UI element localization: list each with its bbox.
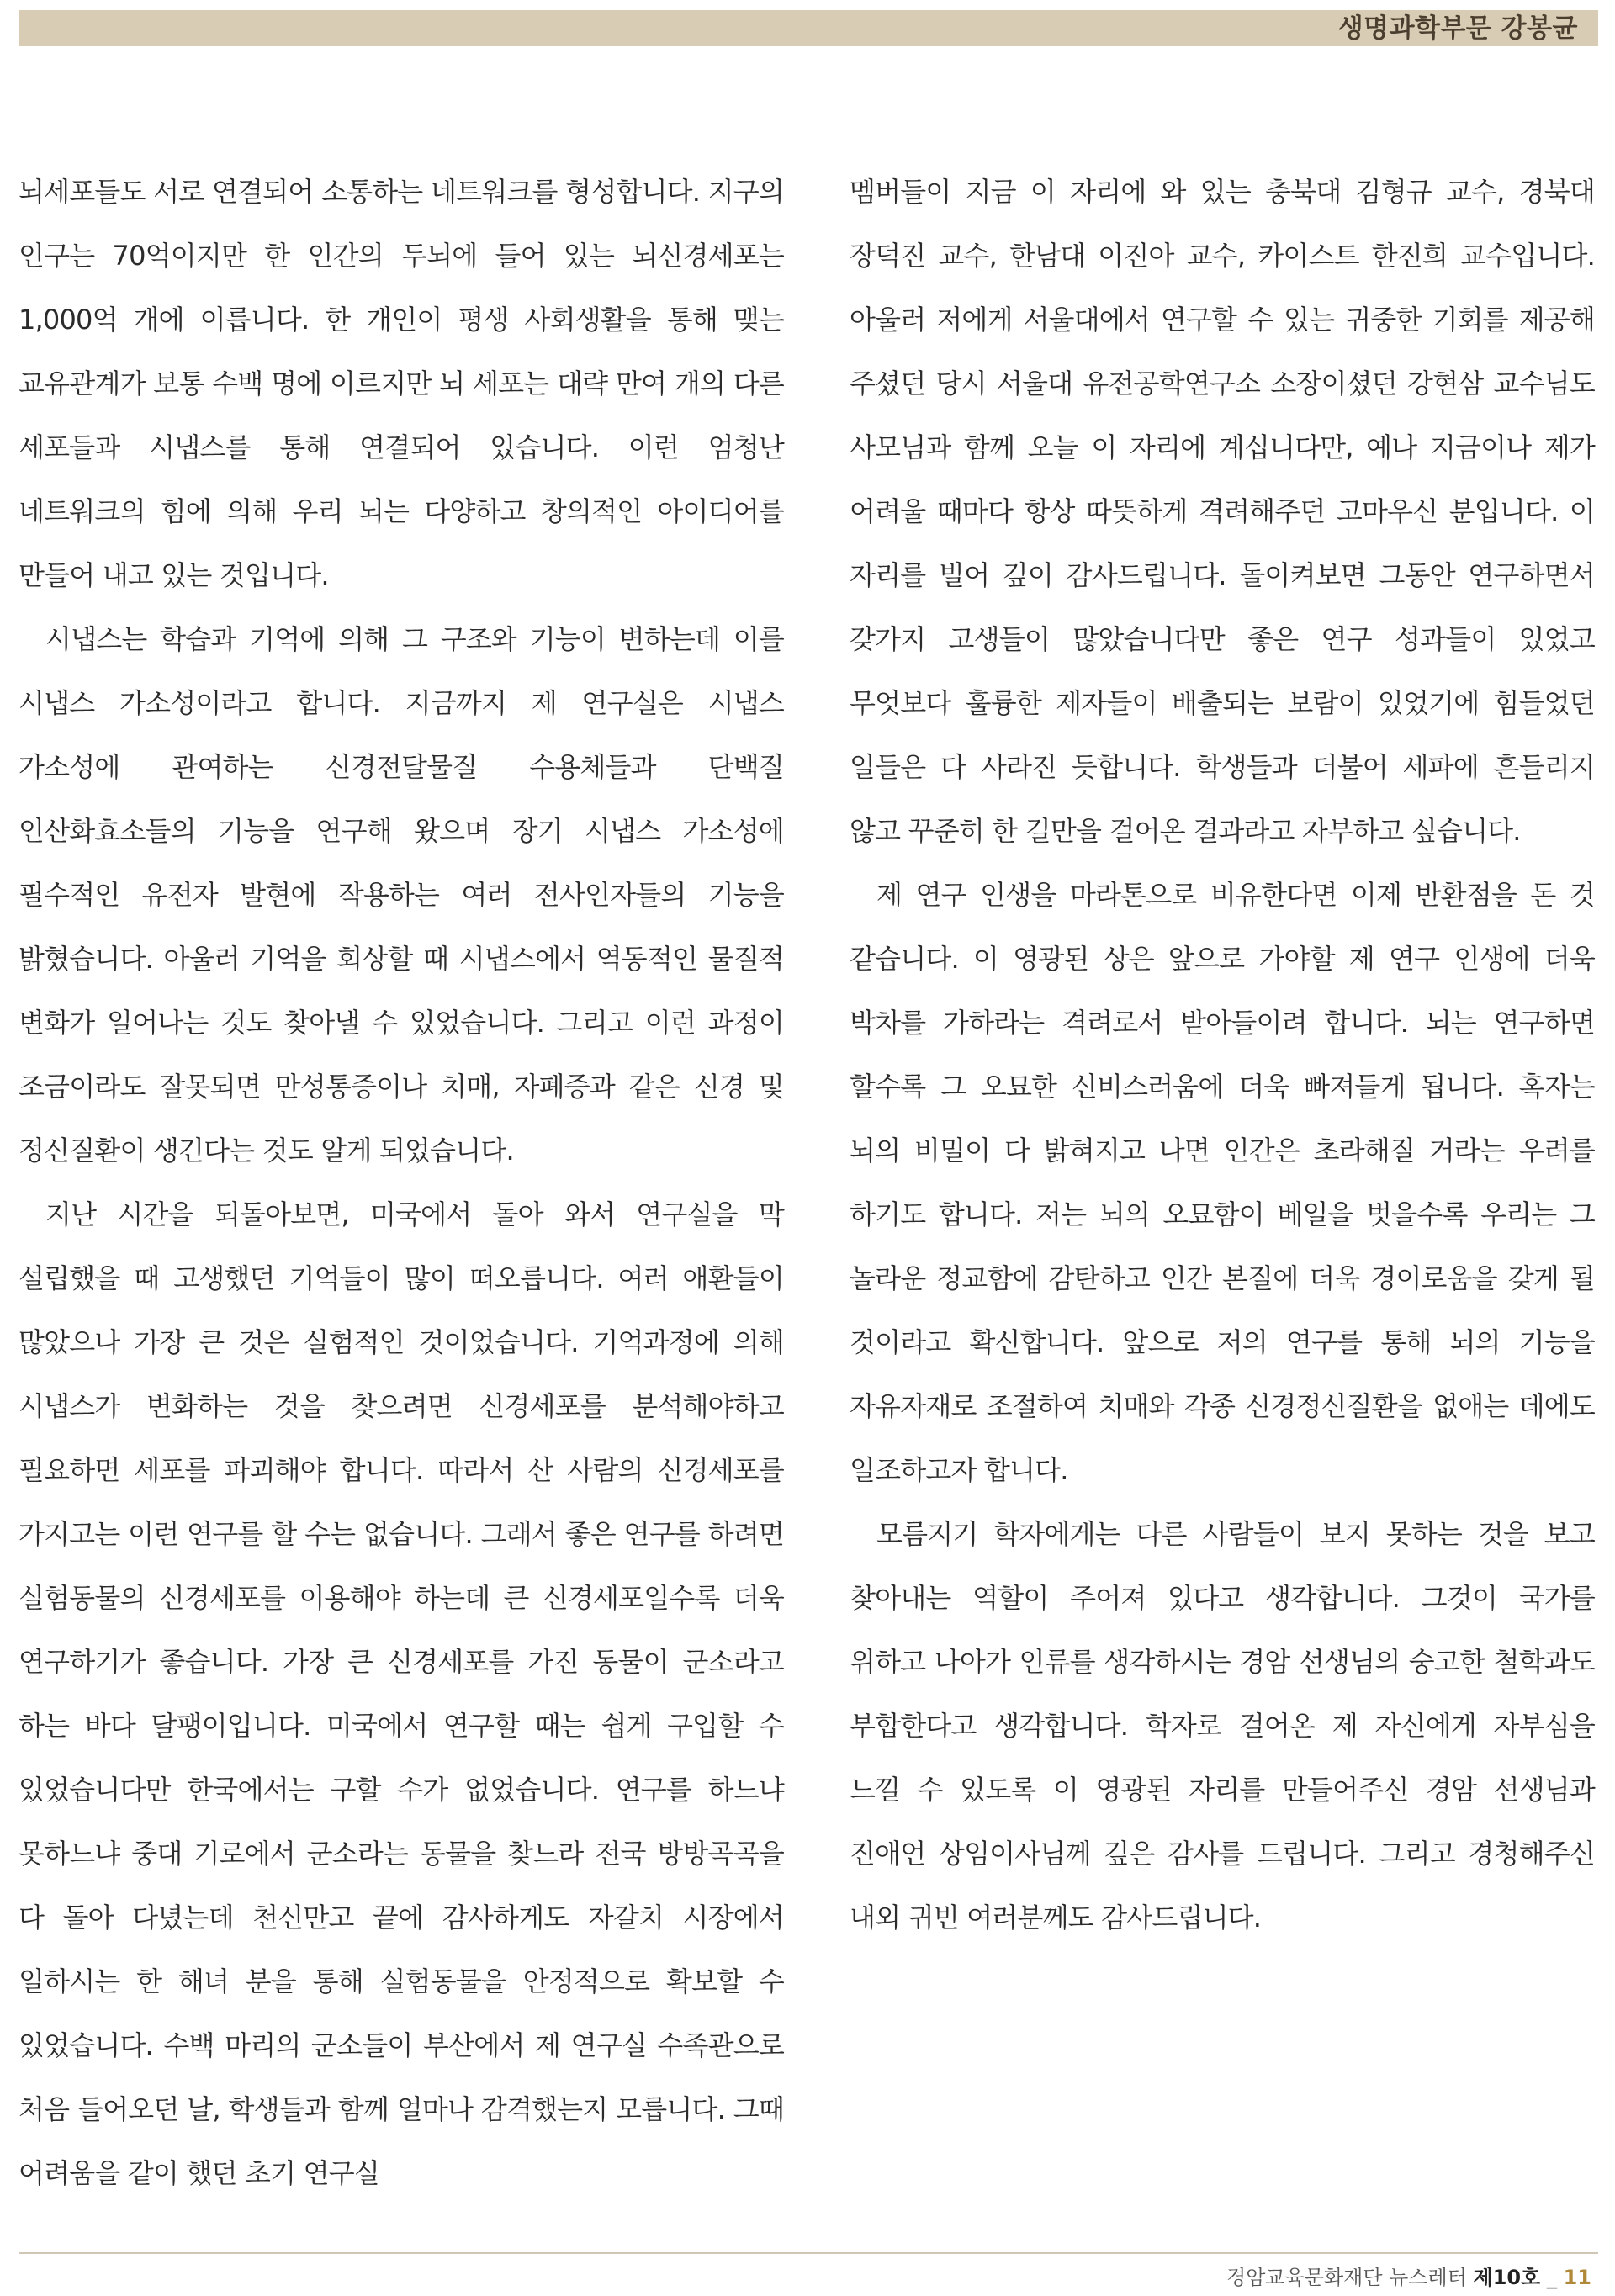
right-column	[850, 160, 1595, 1949]
footer-separator: _	[1546, 2266, 1557, 2289]
paragraph: 제 연구 인생을 마라톤으로 비유한다면 이제 반환점을 돈 것 같습니다. 이 영광된 상은 앞으로 가야할 제 연구 인생에 더욱 박차를 가하라는 격려로서 받아들이려 합니다. 뇌는 연구하면 할수록 그 오묘한 신비스러움에 더욱 빠져들게 됩니다. 혹자는 뇌의 비밀이 다 밝혀지고 나면 인간은 초라해질 거라는 우려를 하기도 합니다. 저는 뇌의 오묘함이 베일을 벗을수록 우리는 그 놀라운 정교함에 감탄하고 인간 본질에 더욱 경이로움을 갖게 될 것이라고 확신합니다. 앞으로 저의 연구를 통해 뇌의 기능을 자유자재로 조절하여 치매와 각종 신경정신질환을 없애는 데에도 일조하고자 합니다.	[850, 879, 1595, 1486]
footer-divider	[19, 2252, 1598, 2254]
publication-name: 경암교육문화재단 뉴스레터	[1226, 2266, 1467, 2289]
paragraph: 모름지기 학자에게는 다른 사람들이 보지 못하는 것을 보고 찾아내는 역할이 주어져 있다고 생각합니다. 그것이 국가를 위하고 나아가 인류를 생각하시는 경암 선생님의 숭고한 철학과도 부합한다고 생각합니다. 학자로 걸어온 제 자신에게 자부심을 느낄 수 있도록 이 영광된 자리를 만들어주신 경암 선생님과 진애언 상임이사님께 깊은 감사를 드립니다. 그리고 경청해주신 내외 귀빈 여러분께도 감사드립니다.	[850, 1518, 1595, 1934]
page-number: 11	[1563, 2266, 1591, 2289]
paragraph: 지난 시간을 되돌아보면, 미국에서 돌아 와서 연구실을 막 설립했을 때 고생했던 기억들이 많이 떠오릅니다. 여러 애환들이 많았으나 가장 큰 것은 실험적인 것이었습니다. 기억과정에 의해 시냅스가 변화하는 것을 찾으려면 신경세포를 분석해야하고 필요하면 세포를 파괴해야 합니다. 따라서 산 사람의 신경세포를 가지고는 이런 연구를 할 수는 없습니다. 그래서 좋은 연구를 하려면 실험동물의 신경세포를 이용해야 하는데 큰 신경세포일수록 더욱 연구하기가 좋습니다. 가장 큰 신경세포를 가진 동물이 군소라고 하는 바다 달팽이입니다. 미국에서 연구할 때는 쉽게 구입할 수 있었습니다만 한국에서는 구할 수가 없었습니다. 연구를 하느냐 못하느냐 중대 기로에서 군소라는 동물을 찾느라 전국 방방곡곡을 다 돌아 다녔는데 천신만고 끝에 감사하게도 자갈치 시장에서 일하시는 한 해녀 분을 통해 실험동물을 안정적으로 확보할 수 있었습니다. 수백 마리의 군소들이 부산에서 제 연구실 수족관으로 처음 들어오던 날, 학생들과 함께 얼마나 감격했는지 모릅니다. 그때 어려움을 같이 했던 초기 연구실	[19, 1198, 784, 2189]
footer	[1226, 2261, 1591, 2290]
paragraph: 멤버들이 지금 이 자리에 와 있는 충북대 김형규 교수, 경북대 장덕진 교수, 한남대 이진아 교수, 카이스트 한진희 교수입니다. 아울러 저에게 서울대에서 연구할 수 있는 귀중한 기회를 제공해 주셨던 당시 서울대 유전공학연구소 소장이셨던 강현삼 교수님도 사모님과 함께 오늘 이 자리에 계십니다만, 예나 지금이나 제가 어려울 때마다 항상 따뜻하게 격려해주던 고마우신 분입니다. 이 자리를 빌어 깊이 감사드립니다. 돌이켜보면 그동안 연구하면서 갖가지 고생들이 많았습니다만 좋은 연구 성과들이 있었고 무엇보다 훌륭한 제자들이 배출되는 보람이 있었기에 힘들었던 일들은 다 사라진 듯합니다. 학생들과 더불어 세파에 흔들리지 않고 꾸준히 한 길만을 걸어온 결과라고 자부하고 싶습니다.	[850, 176, 1595, 847]
header-bar	[19, 10, 1598, 46]
paragraph: 시냅스는 학습과 기억에 의해 그 구조와 기능이 변하는데 이를 시냅스 가소성이라고 합니다. 지금까지 제 연구실은 시냅스 가소성에 관여하는 신경전달물질 수용체들과 단백질 인산화효소들의 기능을 연구해 왔으며 장기 시냅스 가소성에 필수적인 유전자 발현에 작용하는 여러 전사인자들의 기능을 밝혔습니다. 아울러 기억을 회상할 때 시냅스에서 역동적인 물질적 변화가 일어나는 것도 찾아낼 수 있었습니다. 그리고 이런 과정이 조금이라도 잘못되면 만성통증이나 치매, 자폐증과 같은 신경 및 정신질환이 생긴다는 것도 알게 되었습니다.	[19, 623, 784, 1167]
issue-number: 제10호	[1473, 2266, 1541, 2289]
paragraph: 뇌세포들도 서로 연결되어 소통하는 네트워크를 형성합니다. 지구의 인구는 70억이지만 한 인간의 두뇌에 들어 있는 뇌신경세포는 1,000억 개에 이릅니다. 한 개인이 평생 사회생활을 통해 맺는 교유관계가 보통 수백 명에 이르지만 뇌 세포는 대략 만여 개의 다른 세포들과 시냅스를 통해 연결되어 있습니다. 이런 엄청난 네트워크의 힘에 의해 우리 뇌는 다양하고 창의적인 아이디어를 만들어 내고 있는 것입니다.	[19, 176, 784, 591]
section-title: 생명과학부문 강봉균	[1337, 13, 1578, 44]
left-column	[19, 160, 784, 2205]
